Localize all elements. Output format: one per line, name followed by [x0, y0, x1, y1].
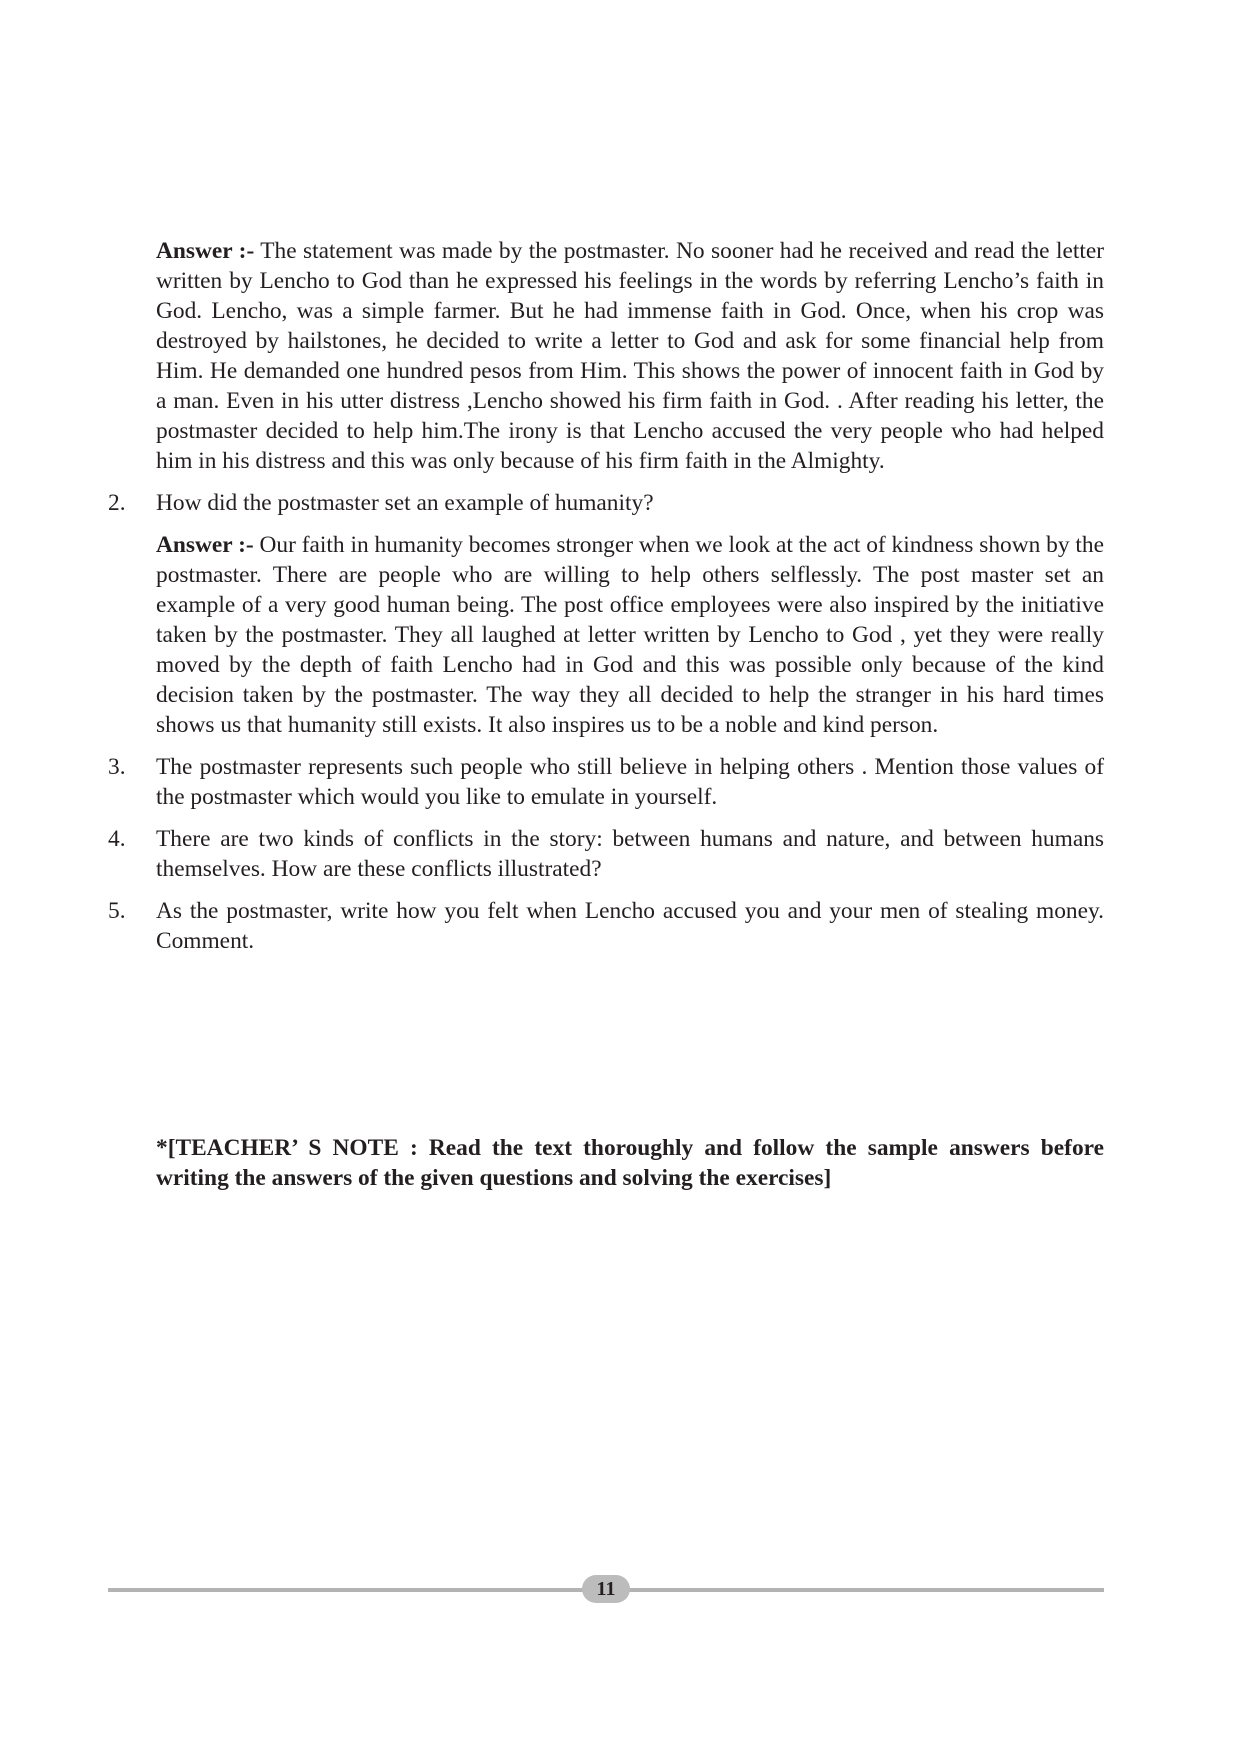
question-text: There are two kinds of conflicts in the story: between humans and nature, and between humans themselves. How are these conflicts illustrated? [156, 826, 1104, 882]
question-text: As the postmaster, write how you felt when Lencho accused you and your men of stealing money. Comment. [156, 898, 1104, 954]
answer-label: Answer :- [156, 532, 254, 558]
question-item-3 [108, 752, 1104, 812]
question-item-2 [108, 488, 1104, 518]
question-text: How did the postmaster set an example of humanity? [156, 490, 654, 516]
teacher-note: *[TEACHER’ S NOTE : Read the text thoroughly and follow the sample answers before writing the answers of the given questions and solving the exercises] [156, 1135, 1104, 1191]
answer-text: The statement was made by the postmaster. No sooner had he received and read the letter written by Lencho to God than he expressed his feelings in the words by referring Lencho’s faith in God. Lencho, was a simple farmer. But he had immense faith in God. Once, when his crop was destroyed by hailstones, he decided to write a letter to God and ask for some financial help from Him. He demanded one hundred pesos from Him. This shows the power of innocent faith in God by a man. Even in his utter distress ,Lencho showed his firm faith in God. . After reading his letter, the postmaster decided to help him.The irony is that Lencho accused the very people who had helped him in his distress and this was only because of his firm faith in the Almighty. [156, 238, 1104, 474]
answer-text: Our faith in humanity becomes stronger when we look at the act of kindness shown by the postmaster. There are people who are willing to help others selflessly. The post master set an example of a very good human being. The post office employees were also inspired by the initiative taken by the postmaster. They all laughed at letter written by Lencho to God , yet they were really moved by the depth of faith Lencho had in God and this was possible only because of the kind decision taken by the postmaster. The way they all decided to help the stranger in his hard times shows us that humanity still exists. It also inspires us to be a noble and kind person. [156, 532, 1104, 738]
answer-paragraph-1 [156, 236, 1104, 476]
question-number: 4. [108, 826, 126, 852]
answer-label: Answer :- [156, 238, 255, 264]
answer-paragraph-2 [156, 530, 1104, 740]
page-number: 11 [582, 1575, 630, 1603]
question-number: 5. [108, 898, 126, 924]
question-item-4 [108, 824, 1104, 884]
page-content [108, 236, 1104, 956]
question-item-5 [108, 896, 1104, 956]
question-text: The postmaster represents such people who still believe in helping others . Mention those values of the postmaster which would you like to emulate in yourself. [156, 754, 1104, 810]
question-number: 2. [108, 490, 126, 516]
question-number: 3. [108, 754, 126, 780]
